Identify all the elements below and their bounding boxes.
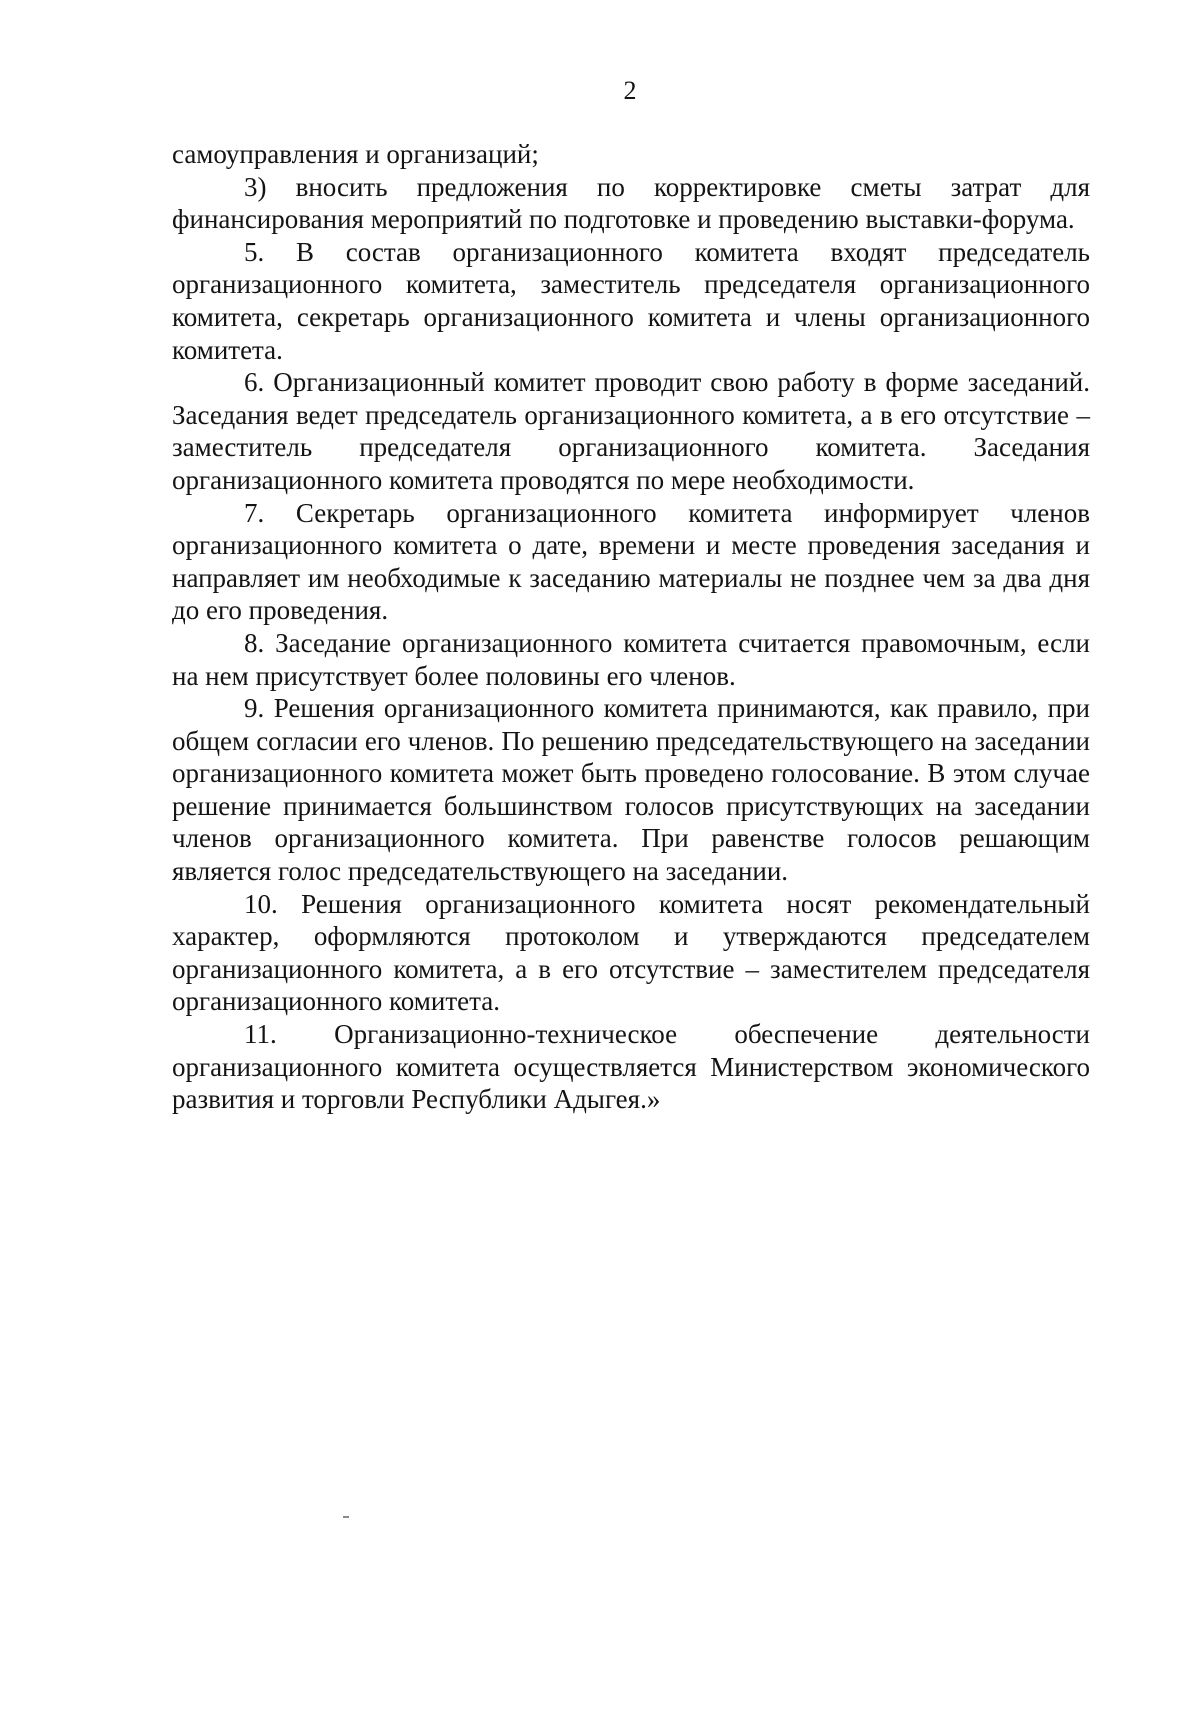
scan-speck [343, 1516, 349, 1518]
document-body [172, 138, 1090, 1116]
paragraph-item-10: 10. Решения организационного комитета носят рекомендательный характер, оформляются протоколом и утверждаются председателем организационного комитета, а в его отсутствие – заместителем председателя организационного комитета. [172, 888, 1090, 1017]
paragraph-item-9: 9. Решения организационного комитета принимаются, как правило, при общем согласии его членов. По решению председательствующего на заседании организационного комитета может быть проведено голосование. В этом случае решение принимается большинством голосов присутствующих на заседании членов организационного комитета. При равенстве голосов решающим является голос председательствующего на заседании. [172, 693, 1090, 887]
paragraph-item-6: 6. Организационный комитет проводит свою работу в форме заседаний. Заседания ведет председатель организационного комитета, а в его отсутствие – заместитель председателя организационного комитета. Заседания организационного комитета проводятся по мере необходимости. [172, 367, 1090, 495]
paragraph-item-5: 5. В состав организационного комитета входят председатель организационного комитета, заместитель председателя организационного комитета, секретарь организационного комитета и члены организационного комитета. [172, 236, 1090, 365]
page-number: 2 [623, 76, 637, 105]
paragraph-item-8: 8. Заседание организационного комитета считается правомочным, если на нем присутствует более половины его членов. [172, 627, 1090, 691]
paragraph-item-11: 11. Организационно-техническое обеспечение деятельности организационного комитета осуществляется Министерством экономического развития и торговли Республики Адыгея.» [172, 1019, 1090, 1115]
paragraph-continuation: самоуправления и организаций; [172, 139, 539, 169]
paragraph-item-3: 3) вносить предложения по корректировке сметы затрат для финансирования мероприятий по подготовке и проведению выставки-форума. [172, 171, 1090, 235]
paragraph-item-7: 7. Секретарь организационного комитета информирует членов организационного комитета о дате, времени и месте проведения заседания и направляет им необходимые к заседанию материалы не позднее чем за два дня до его проведения. [172, 497, 1090, 626]
